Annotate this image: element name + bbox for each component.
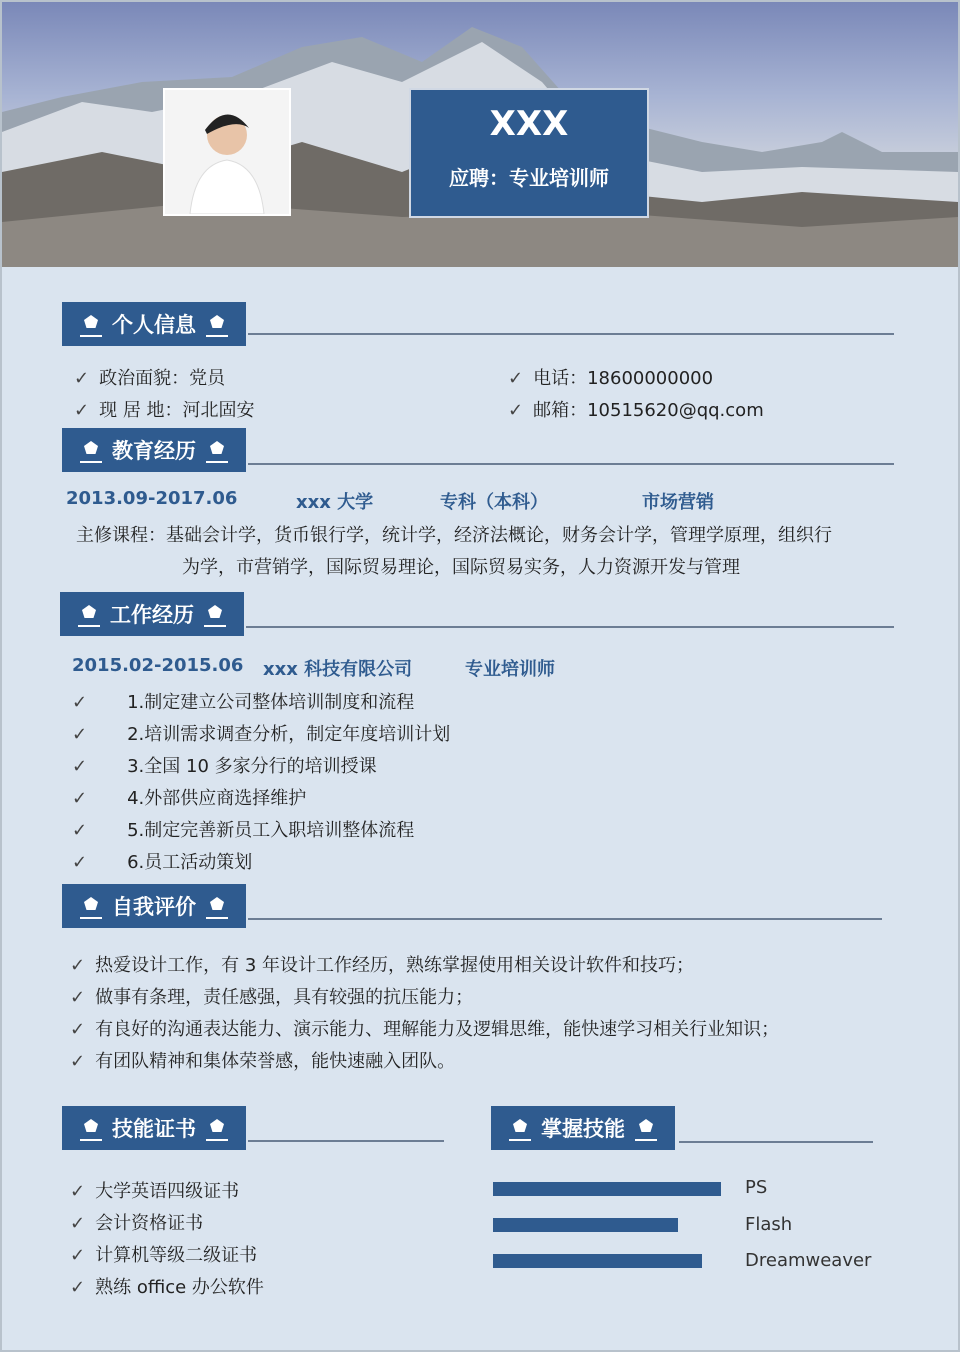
pentagon-icon (78, 601, 100, 627)
section-title: 技能证书 (112, 1117, 196, 1141)
info-political: ✓ 政治面貌：党员 (74, 368, 226, 389)
divider (248, 918, 882, 920)
skill-level-bar (493, 1254, 702, 1268)
section-title: 工作经历 (110, 603, 194, 627)
edu-degree: 专科（本科） (440, 492, 548, 513)
skill-level-bar (493, 1218, 678, 1232)
info-email: ✓ 邮箱：10515620@qq.com (508, 400, 764, 421)
info-residence: ✓ 现 居 地：河北固安 (74, 400, 255, 421)
cert-item: ✓ 会计资格证书 (70, 1213, 204, 1234)
pentagon-icon (80, 893, 102, 919)
edu-courses-cont: 为学，市营销学，国际贸易理论，国际贸易实务，人力资源开发与管理 (182, 557, 740, 578)
skill-level-bar (493, 1182, 721, 1196)
pentagon-icon (204, 601, 226, 627)
section-header-certs (62, 1106, 246, 1150)
skill-label: Flash (745, 1214, 793, 1235)
cert-item: ✓ 计算机等级二级证书 (70, 1245, 258, 1266)
edu-period: 2013.09-2017.06 (66, 488, 238, 509)
applied-position: 应聘：专业培训师 (449, 166, 609, 190)
self-item: ✓ 热爱设计工作，有 3 年设计工作经历，熟练掌握使用相关设计软件和技巧； (70, 955, 694, 976)
work-duty: ✓ 5.制定完善新员工入职培训整体流程 (72, 820, 415, 841)
cert-item: ✓ 熟练 office 办公软件 (70, 1277, 264, 1298)
section-title: 个人信息 (112, 313, 196, 337)
cert-item: ✓ 大学英语四级证书 (70, 1181, 240, 1202)
pentagon-icon (206, 1115, 228, 1141)
section-header-education (62, 428, 246, 472)
divider (248, 1140, 444, 1142)
divider (248, 333, 894, 335)
edu-major: 市场营销 (642, 492, 714, 513)
divider (246, 626, 894, 628)
divider (248, 463, 894, 465)
self-item: ✓ 做事有条理，责任感强，具有较强的抗压能力； (70, 987, 474, 1008)
pentagon-icon (635, 1115, 657, 1141)
section-header-self (62, 884, 246, 928)
pentagon-icon (80, 1115, 102, 1141)
work-duty: ✓ 4.外部供应商选择维护 (72, 788, 307, 809)
work-duty: ✓ 6.员工活动策划 (72, 852, 253, 873)
pentagon-icon (80, 437, 102, 463)
pentagon-icon (206, 437, 228, 463)
work-duty: ✓ 3.全国 10 多家分行的培训授课 (72, 756, 377, 777)
section-header-skills (491, 1106, 675, 1150)
edu-school: xxx 大学 (296, 492, 374, 513)
info-phone: ✓ 电话：18600000000 (508, 368, 714, 389)
work-period: 2015.02-2015.06 (72, 655, 244, 676)
work-duty: ✓ 1.制定建立公司整体培训制度和流程 (72, 692, 415, 713)
skill-label: PS (745, 1177, 768, 1198)
edu-courses: 主修课程：基础会计学，货币银行学，统计学，经济法概论，财务会计学，管理学原理，组织行 (76, 525, 832, 546)
pentagon-icon (206, 893, 228, 919)
section-header-personal (62, 302, 246, 346)
pentagon-icon (80, 311, 102, 337)
name-card (409, 88, 649, 218)
work-position: 专业培训师 (465, 659, 555, 680)
divider (679, 1141, 873, 1143)
section-title: 教育经历 (112, 439, 196, 463)
work-duty: ✓ 2.培训需求调查分析，制定年度培训计划 (72, 724, 451, 745)
pentagon-icon (509, 1115, 531, 1141)
candidate-name: XXX (489, 104, 569, 144)
pentagon-icon (206, 311, 228, 337)
profile-photo (163, 88, 291, 216)
section-title: 掌握技能 (541, 1117, 625, 1141)
self-item: ✓ 有团队精神和集体荣誉感，能快速融入团队。 (70, 1051, 456, 1072)
work-company: xxx 科技有限公司 (263, 659, 413, 680)
section-title: 自我评价 (112, 895, 196, 919)
self-item: ✓ 有良好的沟通表达能力、演示能力、理解能力及逻辑思维，能快速学习相关行业知识； (70, 1019, 780, 1040)
section-header-work (60, 592, 244, 636)
skill-label: Dreamweaver (745, 1250, 872, 1271)
